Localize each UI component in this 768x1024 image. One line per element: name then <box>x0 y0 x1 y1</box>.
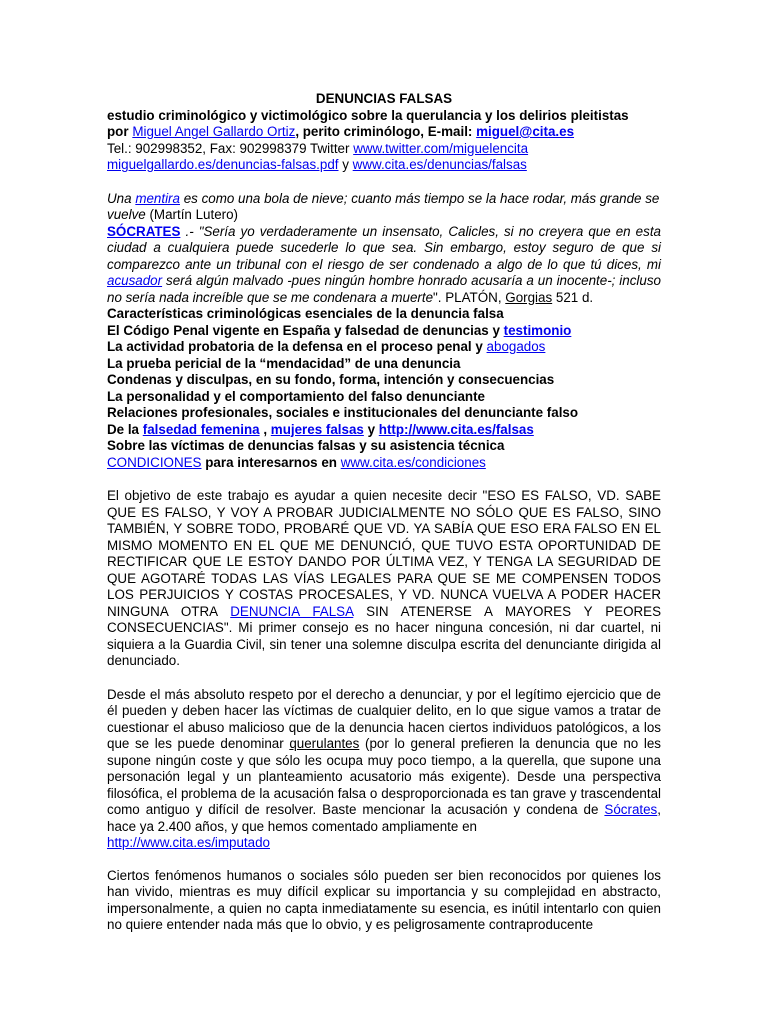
toc-item-8-sep2: y <box>367 421 376 437</box>
abogados-link[interactable]: abogados <box>486 339 546 354</box>
toc-item-2-text: El Código Penal vigente en España y falsedad de denuncias y <box>107 322 500 338</box>
author-prefix: por <box>107 124 129 139</box>
pdf-link[interactable]: miguelgallardo.es/denuncias-falsas.pdf <box>107 157 339 172</box>
socrates-link[interactable]: SÓCRATES <box>107 223 181 239</box>
quote-text: es como una bola de nieve; cuanto más tiempo se la hace rodar, más grande se vuelve <box>107 190 660 222</box>
toc-item-9: Sobre las víctimas de denuncias falsas y su asistencia técnica <box>107 438 505 453</box>
spacer <box>107 852 661 868</box>
imputado-link[interactable]: http://www.cita.es/imputado <box>107 835 270 850</box>
spacer <box>107 174 661 191</box>
luther-quote <box>107 191 661 224</box>
condiciones-link[interactable]: CONDICIONES <box>107 454 202 470</box>
toc-item-4: La prueba pericial de la “mendacidad” de una denuncia <box>107 355 461 371</box>
document-subtitle: estudio criminológico y victimológico sobre la querulancia y los delirios pleitistas <box>107 107 629 123</box>
toc-item-8-sep1: , <box>263 421 268 437</box>
socrates-text4: 521 d. <box>555 289 594 305</box>
socrates-quote <box>107 224 661 307</box>
testimonio-link[interactable]: testimonio <box>503 322 572 338</box>
paragraph-respect <box>107 687 661 852</box>
twitter-link[interactable]: www.twitter.com/miguelencita <box>353 140 529 156</box>
falsedad-femenina-link[interactable]: falsedad femenina <box>142 421 260 437</box>
toc-item-5: Condenas y disculpas, en su fondo, forma, intención y consecuencias <box>107 372 555 387</box>
contact-line <box>107 141 661 158</box>
socrates-text3: ". PLATÓN, <box>433 289 502 305</box>
email-link[interactable]: miguel@cita.es <box>476 124 575 139</box>
paragraph-phenomena: Ciertos fenómenos humanos o sociales sólo pueden ser bien reconocidos por quienes los han vivido, mientras es muy difícil explicar su importancia y su complejidad en abstracto, impersonalmente, a quien no capta inmediatamente su esencia, es inútil intentarlo con quien no quiere entender nada más que lo obvio, y es peligrosamente contraproducente <box>107 867 661 932</box>
author-line <box>107 124 661 141</box>
socrates-sep: .- <box>185 223 194 239</box>
links-separator: y <box>342 157 349 172</box>
denuncia-falsa-link[interactable]: DENUNCIA FALSA <box>230 603 354 619</box>
toc-item-3 <box>107 339 661 356</box>
site-link[interactable]: www.cita.es/denuncias/falsas <box>352 157 527 172</box>
mentira-link[interactable]: mentira <box>135 190 180 206</box>
quote-attribution: (Martín Lutero) <box>149 207 239 222</box>
toc-item-10-text: para interesarnos en <box>205 454 337 470</box>
toc-item-6: La personalidad y el comportamiento del falso denunciante <box>107 388 485 404</box>
toc-item-3-text: La actividad probatoria de la defensa en el proceso penal y <box>107 339 483 354</box>
paragraph-objective <box>107 488 661 670</box>
para1-text1: El objetivo de este trabajo es ayudar a quien necesite decir "ESO ES FALSO, VD. SABE QUE ES FALSO, Y VOY A PROBAR JUDICIALMENTE NO SÓLO QUE ES FALSO, SINO TAMBIÉN, Y SOBRE TODO, PROBARÉ QUE VD. YA SABÍA QUE ESO ERA FALSO EN EL MISMO MOMENTO EN EL QUE ME DENUNCIÓ, QUE TUVO ESTA OPORTUNIDAD DE RECTIFICAR QUE LE ESTOY DANDO POR ÚLTIMA VEZ, Y TENGA LA SEGURIDAD DE QUE AGOTARÉ TODAS LAS VÍAS LEGALES PARA QUE SE ME COMPENSEN TODOS LOS PERJUICIOS Y COSTAS PROCESALES, Y VD. NUNCA VUELVA A PODER HACER NINGUNA OTRA <box>107 488 661 619</box>
author-link[interactable]: Miguel Angel Gallardo Ortiz <box>132 124 296 139</box>
condiciones-url-link[interactable]: www.cita.es/condiciones <box>340 454 486 470</box>
gorgias-ref[interactable]: Gorgias <box>505 289 553 305</box>
socrates-link-2[interactable]: Sócrates <box>604 802 658 817</box>
toc-item-8-pre: De la <box>107 421 140 437</box>
links-line <box>107 157 661 174</box>
toc-item-2 <box>107 323 661 340</box>
author-role: , perito criminólogo, E-mail: <box>295 124 473 139</box>
mujeres-falsas-link[interactable]: mujeres falsas <box>270 421 364 437</box>
toc-item-1: Características criminológicas esenciales de la denuncia falsa <box>107 306 504 321</box>
spacer <box>107 670 661 687</box>
contact-text: Tel.: 902998352, Fax: 902998379 Twitter <box>107 140 350 156</box>
para1-text2: SIN ATENERSE A MAYORES Y PEORES CONSECUENCIAS". Mi primer consejo es no hacer ninguna concesión, ni dar cuartel, ni siquiera a la Guardia Civil, sin tener una solemne disculpa escrita del denunciante dirigida al denunciado. <box>107 603 662 668</box>
para2-text1: Desde el más absoluto respeto por el derecho a denunciar, y por el legítimo ejercicio que de él pueden y deben hacer las víctimas de cualquier delito, en lo que sigue vamos a tratar de cuestionar el abuso malicioso que de la denuncia hacen ciertos individuos patológicos, a los que se les puede denominar <box>107 686 661 751</box>
spacer <box>107 471 661 488</box>
quote-pre: Una <box>107 190 132 206</box>
para2-text3: , hace ya 2.400 años, y que hemos comentado ampliamente en <box>107 802 661 834</box>
toc-item-7: Relaciones profesionales, sociales e institucionales del denunciante falso <box>107 405 579 420</box>
toc-item-8 <box>107 422 661 439</box>
cita-falsas-link[interactable]: http://www.cita.es/falsas <box>378 421 534 437</box>
document-title: DENUNCIAS FALSAS <box>315 91 453 106</box>
querulantes-term: querulantes <box>289 736 360 751</box>
toc-item-10 <box>107 455 661 472</box>
socrates-text1: "Sería yo verdaderamente un insensato, Calicles, si no creyera que en esta ciudad a cualquiera puede sucederle lo que sea. Sin embargo, estoy seguro de que si comparezco ante un tribunal con el riesgo de ser condenado a algo de lo que tú dices, mi <box>107 223 661 272</box>
para2-text2: (por lo general prefieren la denuncia que no les supone ningún coste y que sólo les ocupa muy poco tiempo, a la querella, que supone una personación legal y un planteamiento acusatorio más exigente). Desde una perspectiva filosófica, el problema de la acusación falsa o desproporcionada es tan grave y trascendental como antiguo y difícil de resolver. Baste mencionar la acusación y condena de <box>107 736 661 817</box>
acusador-link[interactable]: acusador <box>107 273 163 288</box>
socrates-text2: será algún malvado -pues ningún hombre honrado acusaría a un inocente-; incluso no sería nada increíble que se me condenara a muerte <box>107 273 661 305</box>
